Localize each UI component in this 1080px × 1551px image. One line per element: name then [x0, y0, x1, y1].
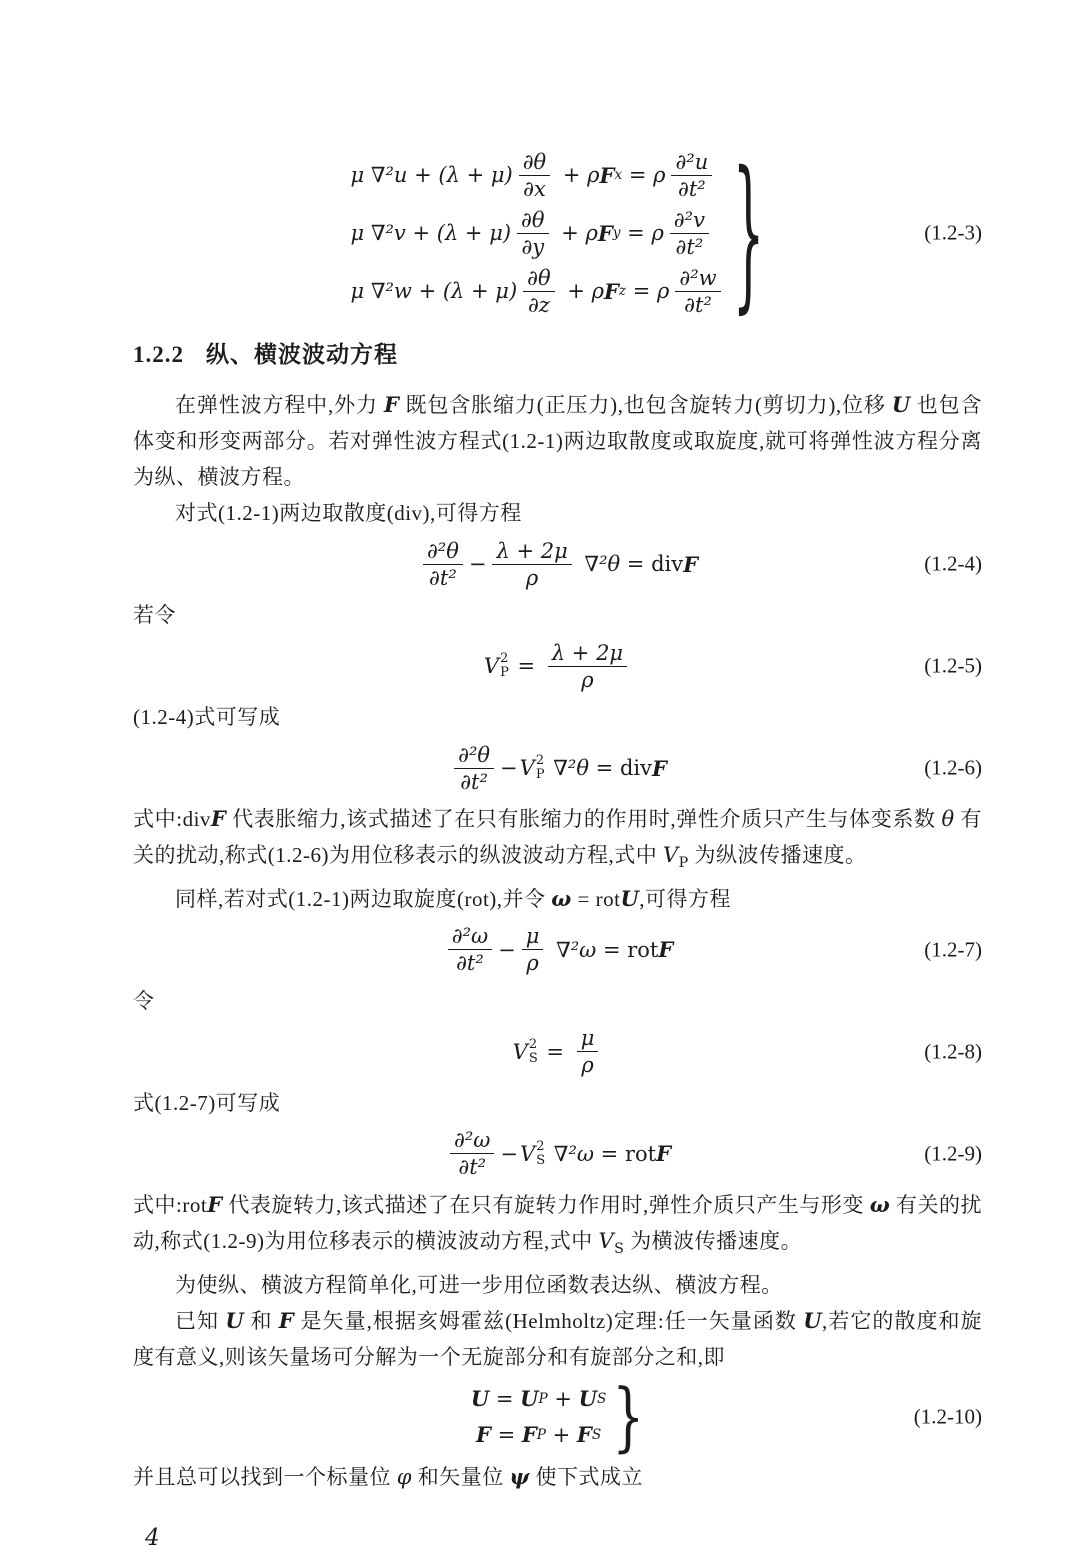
equation-1-2-10: [133, 1373, 982, 1461]
fraction-denominator: ρ: [492, 564, 571, 591]
fraction-denominator: ρ: [548, 666, 627, 693]
equation-1-2-8: [133, 1025, 982, 1079]
variable-V: V: [483, 654, 500, 678]
fraction-denominator: ∂z: [523, 291, 555, 318]
paragraph: 已知 U 和 F 是矢量,根据亥姆霍兹(Helmholtz)定理:任一矢量函数 U,若它的散度和旋度有意义,则该矢量场可分解为一个无旋部分和有旋部分之和,即: [133, 1307, 983, 1369]
equals-sign: =: [539, 1039, 571, 1064]
v-s-squared: [520, 1140, 545, 1167]
fraction-numerator: λ + 2μ: [551, 640, 624, 665]
equation-row-x: [351, 146, 727, 204]
paragraph: 为使纵、横波方程简单化,可进一步用位函数表达纵、横波方程。: [175, 1272, 783, 1297]
section-heading: [133, 336, 982, 369]
eq-term: = ρ: [620, 221, 664, 245]
v-s-squared: [513, 1038, 538, 1065]
fraction-numerator: ∂θ: [521, 207, 545, 232]
vector-F: F: [651, 755, 667, 781]
equation-row-z: [351, 262, 727, 320]
curly-brace: }: [612, 1373, 645, 1461]
vector-F-S: F: [576, 1422, 592, 1448]
subscript: P: [536, 1426, 546, 1443]
fraction-numerator: ∂²ω: [451, 924, 489, 949]
equation-1-2-5: [133, 639, 982, 693]
vector-F: F: [597, 220, 613, 246]
fraction-numerator: λ + 2μ: [496, 538, 568, 563]
vector-F: F: [599, 162, 615, 188]
operator-rot: rot: [627, 937, 659, 962]
subscript: S: [596, 1390, 607, 1407]
page-number: 4: [145, 1524, 160, 1551]
subscript: P: [500, 665, 509, 680]
eq-term: ∇²θ =: [577, 552, 652, 576]
fraction-denominator: ∂y: [517, 233, 549, 260]
variable-V: V: [519, 756, 535, 780]
equation-row-F: [471, 1417, 606, 1453]
fraction: [577, 1025, 599, 1078]
fraction-numerator: ∂θ: [522, 149, 547, 174]
fraction: [523, 265, 555, 318]
fraction-numerator: ∂²θ: [458, 742, 491, 767]
superscript: 2: [500, 651, 509, 667]
operator-div: div: [651, 552, 684, 576]
vector-F-P: F: [521, 1422, 537, 1448]
superscript: 2: [536, 1139, 545, 1155]
fraction: [423, 538, 463, 591]
fraction-numerator: ∂²θ: [426, 538, 459, 563]
plus-sign: +: [545, 1422, 577, 1447]
equation-label: (1.2-3): [924, 220, 982, 245]
fraction: [517, 207, 549, 260]
subscript: P: [535, 767, 545, 782]
equation-row-U: [471, 1381, 606, 1417]
fraction-denominator: ∂x: [519, 175, 551, 202]
minus-sign: −: [500, 756, 518, 780]
paragraph: 式中:rotF 代表旋转力,该式描述了在只有旋转力作用时,弹性介质只产生与形变 ω 有关的扰动,称式(1.2-9)为用位移表示的横波波动方程,式中 $V_S$ 为横波传播速度。: [133, 1191, 983, 1257]
equation-1-2-3: [133, 137, 982, 329]
fraction-numerator: ∂θ: [527, 265, 551, 290]
equals-sign: =: [510, 654, 542, 678]
paragraph: 并且总可以找到一个标量位 φ 和矢量位 ψ 使下式成立: [133, 1463, 643, 1489]
fraction-denominator: ∂t²: [448, 949, 492, 976]
vector-F: F: [658, 937, 674, 963]
fraction-numerator: ∂²ω: [454, 1128, 491, 1153]
fraction: [548, 640, 627, 693]
v-p-squared: [520, 754, 545, 781]
vector-F: F: [683, 551, 699, 577]
fraction: [671, 149, 712, 202]
plus-sign: +: [547, 1386, 579, 1411]
fraction: [448, 923, 492, 976]
fraction: [519, 149, 551, 202]
minus-sign: −: [468, 552, 487, 576]
vector-U: U: [470, 1386, 490, 1412]
section-title: 纵、横波波动方程: [206, 342, 398, 367]
variable-V: V: [512, 1039, 528, 1064]
eq-term: ∇²θ =: [546, 756, 620, 780]
equation-rows: [351, 146, 727, 320]
equation-label: (1.2-6): [924, 755, 982, 780]
eq-term: ∇²ω =: [549, 937, 628, 962]
minus-sign: −: [500, 1141, 519, 1166]
vector-F: F: [603, 278, 619, 304]
superscript: 2: [528, 1037, 538, 1053]
equation-rows: [471, 1381, 606, 1453]
eq-term: + ρ: [560, 279, 604, 303]
equation-row-y: [351, 204, 727, 262]
section-number: 1.2.2: [133, 342, 184, 367]
equation-label: (1.2-9): [924, 1141, 982, 1166]
fraction-denominator: ρ: [577, 1051, 599, 1078]
equals-sign: =: [489, 1386, 521, 1411]
paragraph: 对式(1.2-1)两边取散度(div),可得方程: [175, 501, 522, 525]
subscript: P: [538, 1390, 548, 1407]
fraction-numerator: ∂²w: [679, 265, 717, 290]
paragraph: 在弹性波方程中,外力 F 既包含胀缩力(正压力),也包含旋转力(剪切力),位移 U 也包含体变和形变两部分。若对弹性波方程式(1.2-1)两边取散度或取旋度,就可将弹性波方程分离为纵、横波方程。: [133, 392, 982, 489]
subscript: x: [614, 167, 623, 183]
eq-term: μ ∇²w + (λ + μ): [350, 279, 518, 303]
fraction-numerator: ∂²u: [675, 149, 709, 174]
equation-label: (1.2-7): [924, 937, 982, 962]
equation-label: (1.2-8): [924, 1039, 982, 1064]
fraction-denominator: ρ: [522, 949, 544, 976]
superscript: 2: [535, 753, 545, 769]
vector-U-P: U: [520, 1386, 539, 1412]
vector-F: F: [656, 1141, 671, 1167]
fraction: [454, 742, 494, 795]
subscript: y: [612, 225, 621, 241]
minus-sign: −: [498, 937, 516, 962]
variable-V: V: [520, 1141, 536, 1166]
equation-1-2-6: [133, 741, 982, 795]
equation-label: (1.2-5): [924, 653, 982, 678]
equation-1-2-9: [133, 1127, 982, 1181]
paragraph: 式(1.2-7)可写成: [133, 1090, 281, 1115]
eq-term: μ ∇²v + (λ + μ): [350, 221, 512, 245]
eq-term: μ ∇²u + (λ + μ): [350, 163, 513, 187]
fraction-denominator: ∂t²: [671, 175, 712, 202]
eq-term: = ρ: [622, 163, 666, 187]
fraction: [675, 265, 720, 318]
eq-term: ∇²ω =: [547, 1141, 625, 1166]
vector-U-S: U: [578, 1386, 597, 1412]
paragraph: 式中:divF 代表胀缩力,该式描述了在只有胀缩力的作用时,弹性介质只产生与体变系数 θ 有关的扰动,称式(1.2-6)为用位移表示的纵波波动方程,式中 $V_P$ 为纵波传播速度。: [133, 806, 983, 871]
eq-term: = ρ: [626, 279, 670, 303]
fraction: [450, 1127, 494, 1180]
eq-term: + ρ: [556, 163, 600, 187]
equation-label: (1.2-4): [924, 551, 982, 576]
equation-1-2-7: [133, 923, 982, 977]
subscript: S: [528, 1050, 538, 1066]
equation-label: (1.2-10): [913, 1404, 982, 1429]
fraction: [670, 207, 709, 260]
fraction-denominator: ∂t²: [454, 768, 494, 795]
operator-rot: rot: [624, 1141, 657, 1166]
v-p-squared: [484, 652, 509, 679]
fraction-numerator: μ: [580, 1026, 595, 1051]
subscript: z: [618, 283, 627, 299]
fraction-denominator: ∂t²: [423, 564, 463, 591]
paragraph: 同样,若对式(1.2-1)两边取旋度(rot),并令 ω = rotU,可得方程: [175, 885, 732, 911]
fraction: [522, 923, 544, 976]
paragraph: 若令: [133, 603, 176, 627]
operator-div: div: [619, 756, 652, 780]
fraction-numerator: μ: [525, 924, 540, 949]
eq-term: + ρ: [554, 221, 598, 245]
subscript: S: [536, 1152, 546, 1168]
fraction-denominator: ∂t²: [675, 291, 720, 318]
equals-sign: =: [490, 1422, 522, 1447]
curly-brace: }: [732, 137, 765, 329]
vector-F: F: [475, 1422, 491, 1448]
paragraph: (1.2-4)式可写成: [133, 705, 281, 729]
paragraph: 令: [133, 988, 155, 1013]
subscript: S: [591, 1426, 602, 1443]
equation-1-2-4: [133, 537, 982, 591]
fraction-denominator: ∂t²: [450, 1153, 494, 1180]
fraction: [492, 538, 571, 591]
fraction-numerator: ∂²v: [673, 207, 705, 232]
fraction-denominator: ∂t²: [670, 233, 709, 260]
